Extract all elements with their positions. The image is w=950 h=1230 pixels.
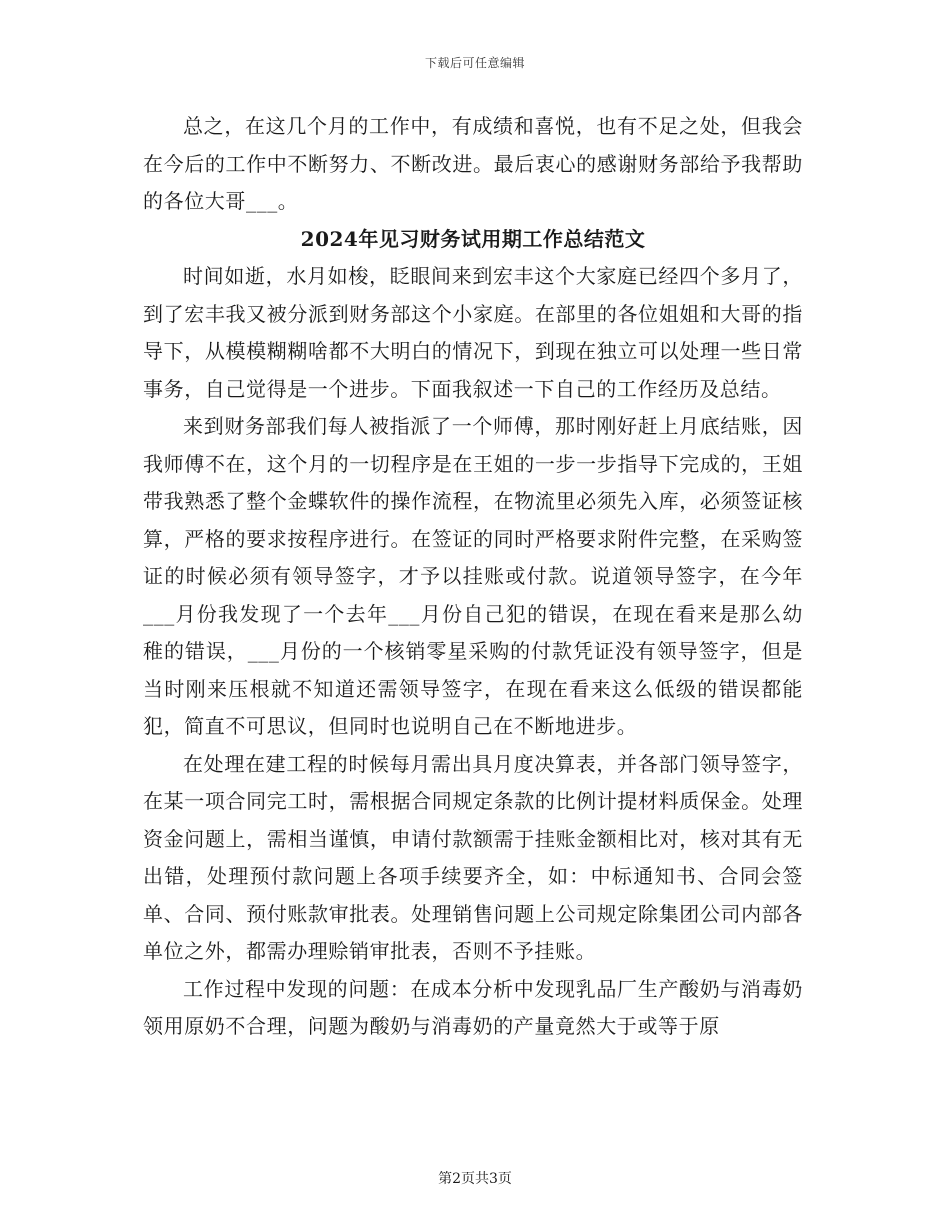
body-paragraph-3: 在处理在建工程的时候每月需出具月度决算表，并各部门领导签字，在某一项合同完工时，需根据合同规定条款的比例计提材料质保金。处理资金问题上，需相当谨慎，申请付款额需于挂账金额相比对，核对其有无出错，处理预付款问题上各项手续要齐全，如：中标通知书、合同会签单、合同、预付账款审批表。处理销售问题上公司规定除集团公司内部各单位之外，都需办理赊销审批表，否则不予挂账。	[143, 751, 803, 963]
intro-paragraph: 总之，在这几个月的工作中，有成绩和喜悦，也有不足之处，但我会在今后的工作中不断努力、不断改进。最后衷心的感谢财务部给予我帮助的各位大哥___。	[143, 114, 803, 213]
body-paragraph-1: 时间如逝，水月如梭，眨眼间来到宏丰这个大家庭已经四个多月了，到了宏丰我又被分派到财务部这个小家庭。在部里的各位姐姐和大哥的指导下，从模模糊糊啥都不大明白的情况下，到现在独立可以处理一些日常事务，自己觉得是一个进步。下面我叙述一下自己的工作经历及总结。	[143, 264, 803, 401]
document-body	[143, 108, 803, 1046]
page-footer: 第2页共3页	[438, 1171, 512, 1187]
body-paragraph-2: 来到财务部我们每人被指派了一个师傅，那时刚好赶上月底结账，因我师傅不在，这个月的一切程序是在王姐的一步一步指导下完成的，王姐带我熟悉了整个金蝶软件的操作流程，在物流里必须先入库，必须签证核算，严格的要求按程序进行。在签证的同时严格要求附件完整，在采购签证的时候必须有领导签字，才予以挂账或付款。说道领导签字，在今年___月份我发现了一个去年___月份自己犯的错误，在现在看来是那么幼稚的错误，___月份的一个核销零星采购的付款凭证没有领导签字，但是当时刚来压根就不知道还需领导签字，在现在看来这么低级的错误都能犯，简直不可思议，但同时也说明自己在不断地进步。	[143, 414, 803, 738]
page-header: 下载后可任意编辑	[424, 56, 525, 70]
document-title: 2024年见习财务试用期工作总结范文	[300, 226, 646, 251]
body-paragraph-4: 工作过程中发现的问题：在成本分析中发现乳品厂生产酸奶与消毒奶领用原奶不合理，问题为酸奶与消毒奶的产量竟然大于或等于原	[143, 976, 803, 1038]
